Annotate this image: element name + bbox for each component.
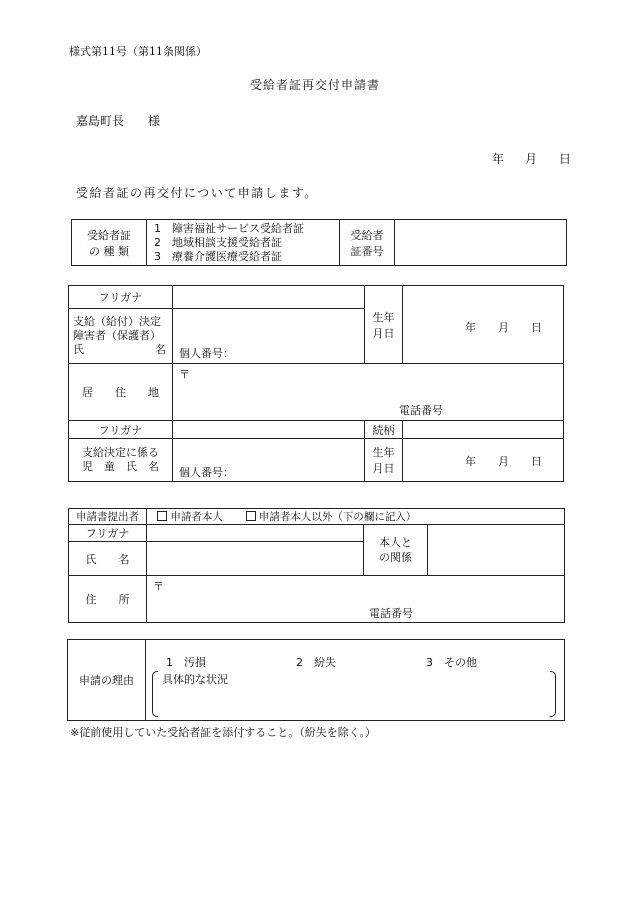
applicant-birth-day: 日: [531, 321, 542, 334]
submitter-self-checkbox[interactable]: [157, 511, 167, 521]
applicant-name-label: [69, 309, 173, 364]
applicant-name-label-line1: 支給（給付）決定: [73, 315, 161, 328]
date-year-label: 年: [492, 152, 505, 166]
date-line: [492, 150, 582, 166]
certificate-number-label: [340, 220, 395, 266]
reason-option-soiled[interactable]: 1 汚損: [166, 656, 206, 669]
submitter-relation-label: [364, 525, 428, 576]
child-name-field[interactable]: [173, 439, 365, 482]
reason-option-other[interactable]: 3 その他: [426, 656, 477, 669]
submitter-relation-label-line1: 本人と: [379, 536, 412, 549]
applicant-birth-year: 年: [465, 321, 476, 334]
date-month-label: 月: [525, 152, 538, 166]
applicant-name-label-mei: 名: [155, 343, 166, 356]
certificate-number-label-line2: 証番号: [350, 244, 384, 258]
applicant-address-label: 居 住 地: [69, 364, 173, 421]
detail-left-bracket: [152, 671, 158, 717]
child-birth-month: 月: [498, 455, 509, 468]
applicant-furigana-label: フリガナ: [69, 286, 173, 309]
child-name-label-line2: 児 童 氏 名: [82, 460, 159, 473]
applicant-birth-label-line2: 月日: [372, 326, 395, 340]
applicant-personal-number-label: 個人番号：: [179, 347, 234, 360]
applicant-name-label-line2: 障害者（保護者）: [73, 329, 161, 342]
footnote: ※従前使用していた受給者証を添付すること。（紛失を除く。）: [70, 726, 376, 739]
certificate-option-1[interactable]: 1 障害福祉サービス受給者証: [154, 221, 304, 235]
certificate-option-3[interactable]: 3 療養介護医療受給者証: [154, 249, 282, 263]
applicant-birth-label: [365, 286, 403, 364]
child-birth-label: [365, 439, 403, 482]
date-day-label: 日: [559, 152, 572, 166]
submitter-relation-label-line2: の関係: [379, 551, 412, 564]
reason-field[interactable]: [146, 640, 565, 721]
submitter-label: 申請書提出者: [69, 509, 147, 525]
detail-right-bracket: [550, 671, 556, 717]
reason-option-lost[interactable]: 2 紛失: [296, 656, 336, 669]
certificate-type-label-line2: の 種 類: [89, 244, 129, 258]
certificate-type-table: [71, 219, 567, 266]
submitter-postal-mark: 〒: [153, 580, 164, 593]
child-birth-label-line2: 月日: [372, 462, 395, 475]
child-name-label: [69, 439, 173, 482]
child-relation-field[interactable]: [403, 421, 564, 439]
submitter-phone-label: 電話番号: [369, 607, 413, 620]
submitter-furigana-field[interactable]: [147, 525, 364, 542]
child-relation-label: 続柄: [365, 421, 403, 439]
applicant-name-label-line3: [73, 343, 172, 357]
applicant-address-field[interactable]: [173, 364, 564, 421]
applicant-name-label-shi: 氏: [73, 343, 84, 356]
submitter-table: [68, 508, 565, 623]
form-number: 様式第11号（第11条関係）: [69, 45, 207, 58]
certificate-option-2[interactable]: 2 地域相談支援受給者証: [154, 235, 282, 249]
reason-table: [67, 639, 565, 721]
submitter-name-field[interactable]: [147, 542, 364, 576]
submitter-other-label: 申請者本人以外（下の欄に記入）: [258, 511, 417, 523]
applicant-postal-mark: 〒: [179, 368, 190, 381]
applicant-birth-field[interactable]: [403, 286, 564, 364]
submitter-self-label: 申請者本人: [170, 511, 223, 523]
submitter-relation-field[interactable]: [428, 525, 565, 576]
certificate-type-options[interactable]: [147, 220, 340, 266]
applicant-grid: [68, 285, 564, 482]
applicant-furigana-field[interactable]: [173, 286, 365, 309]
applicant-table: [68, 285, 563, 481]
child-personal-number-label: 個人番号：: [179, 466, 234, 479]
submitter-address-field[interactable]: [147, 576, 565, 623]
child-birth-year: 年: [465, 455, 476, 468]
submitter-other-checkbox[interactable]: [246, 511, 256, 521]
certificate-number-label-line1: 受給者: [350, 228, 384, 242]
child-name-label-line1: 支給決定に係る: [82, 446, 159, 459]
applicant-phone-label: 電話番号: [399, 404, 443, 417]
document-title: 受給者証再交付申請書: [249, 78, 380, 92]
addressee: 嘉島町長 様: [76, 114, 161, 128]
detail-label: 具体的な状況: [162, 673, 228, 686]
certificate-type-label-line1: 受給者証: [87, 228, 131, 242]
submitter-name-label: 氏 名: [69, 542, 147, 576]
applicant-birth-label-line1: 生年: [372, 310, 395, 324]
child-birth-label-line1: 生年: [372, 446, 395, 459]
certificate-number-field[interactable]: [395, 220, 567, 266]
intro-text: 受給者証の再交付について申請します。: [76, 186, 318, 200]
submitter-address-label: 住 所: [69, 576, 147, 623]
submitter-furigana-label: フリガナ: [69, 525, 147, 542]
child-furigana-label: フリガナ: [69, 421, 173, 439]
child-furigana-field[interactable]: [173, 421, 365, 439]
child-birth-field[interactable]: [403, 439, 564, 482]
reason-label: 申請の理由: [68, 640, 146, 721]
certificate-type-label: [72, 220, 147, 266]
submitter-options: [147, 509, 565, 525]
child-birth-day: 日: [531, 455, 542, 468]
applicant-name-field[interactable]: [173, 309, 365, 364]
applicant-birth-month: 月: [498, 321, 509, 334]
